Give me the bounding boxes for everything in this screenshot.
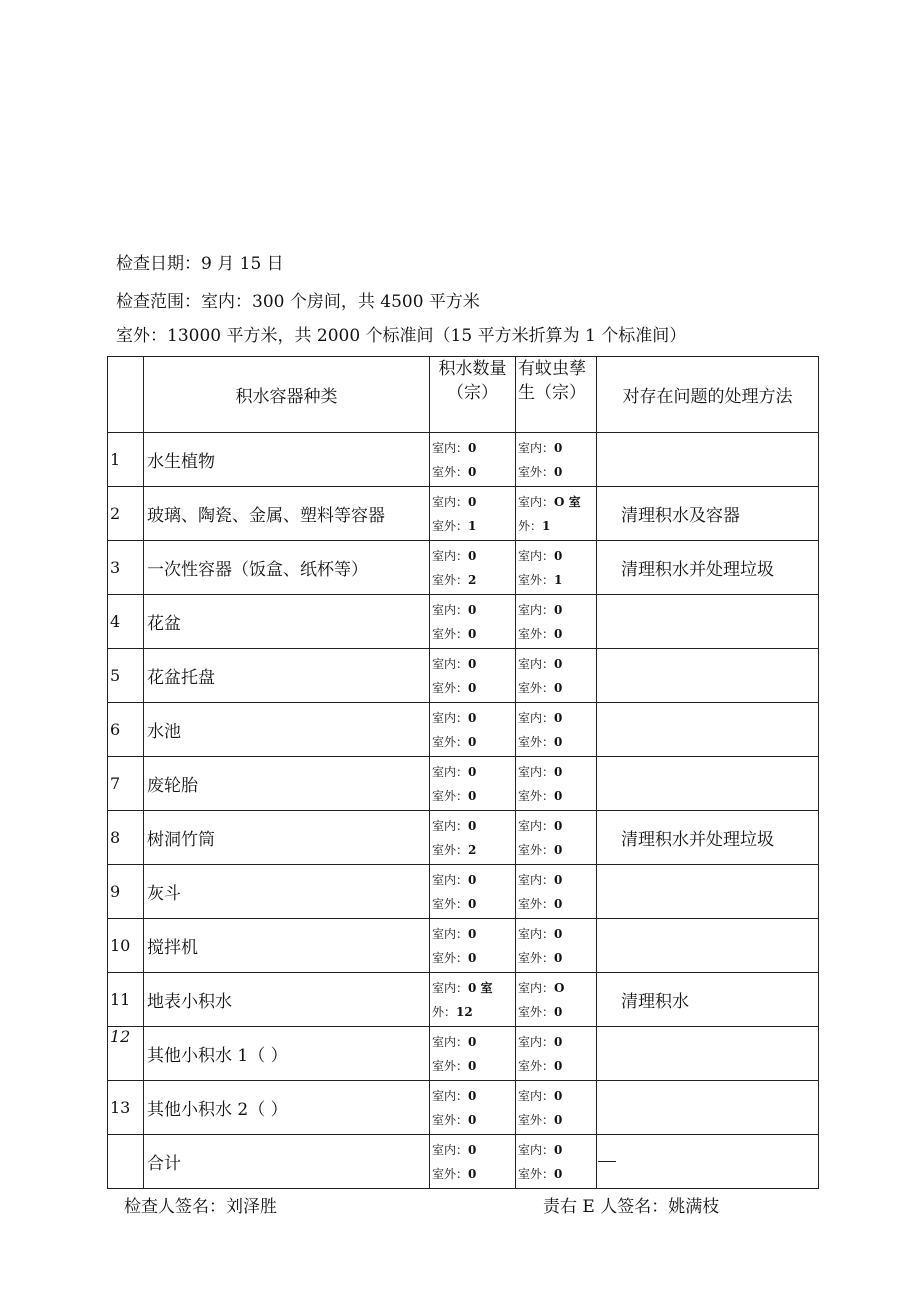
count-value: 0 xyxy=(468,1088,477,1103)
container-type: 废轮胎 xyxy=(144,757,430,811)
count-label: 室外： xyxy=(432,842,469,857)
row-number: 11 xyxy=(108,973,144,1027)
count-value: 0 xyxy=(468,602,477,617)
dash-mark xyxy=(598,1161,616,1162)
count-label: 室内： xyxy=(432,602,469,617)
larvae-count xyxy=(516,649,597,703)
count-label: 室内： xyxy=(432,764,469,779)
table-row xyxy=(108,1027,819,1081)
total-label: 合计 xyxy=(144,1135,430,1189)
larvae-count xyxy=(516,1027,597,1081)
count-value: 0 xyxy=(468,464,477,479)
count-label: 室外： xyxy=(518,842,555,857)
row-number: 8 xyxy=(108,811,144,865)
total-no xyxy=(108,1135,144,1189)
count-label: 室内： xyxy=(518,1142,555,1157)
table-row xyxy=(108,757,819,811)
count-label: 室外： xyxy=(518,1112,555,1127)
count-label: 室内： xyxy=(432,980,469,995)
water-count xyxy=(430,919,516,973)
larvae-count xyxy=(516,433,597,487)
count-value: 0 xyxy=(554,602,563,617)
count-value: 0 xyxy=(554,788,563,803)
count-value: 2 xyxy=(468,842,477,857)
row-number: 13 xyxy=(108,1081,144,1135)
count-label: 室外： xyxy=(518,680,555,695)
count-value: 0 xyxy=(554,548,563,563)
row-number: 6 xyxy=(108,703,144,757)
count-label: 室内： xyxy=(432,548,469,563)
header-method: 对存在问题的处理方法 xyxy=(597,357,819,433)
count-label: 室外： xyxy=(432,1058,469,1073)
count-label: 室内： xyxy=(432,1034,469,1049)
header-water-count-line2: （宗） xyxy=(447,383,498,403)
count-value: 0 xyxy=(554,464,563,479)
water-count xyxy=(430,757,516,811)
count-label: 室内： xyxy=(518,548,555,563)
count-value: 0 xyxy=(554,440,563,455)
count-label: 室内： xyxy=(432,818,469,833)
water-count xyxy=(430,811,516,865)
container-type: 水池 xyxy=(144,703,430,757)
count-label: 室外： xyxy=(518,572,555,587)
larvae-count xyxy=(516,487,597,541)
count-value: 0 室 xyxy=(468,980,493,995)
count-label: 室外： xyxy=(432,1112,469,1127)
total-larvae xyxy=(516,1135,597,1189)
count-value: 0 xyxy=(554,1112,563,1127)
header-container-type: 积水容器种类 xyxy=(144,357,430,433)
count-value: 0 xyxy=(554,626,563,641)
header-water-count-line1: 积水数量 xyxy=(438,359,507,379)
inspection-table xyxy=(107,356,819,1189)
container-type: 其他小积水 2（ ） xyxy=(144,1081,430,1135)
count-label: 室外： xyxy=(518,464,555,479)
count-label: 室外： xyxy=(432,518,469,533)
header-larvae-line1: 有蚊虫孳 xyxy=(518,359,586,379)
water-count xyxy=(430,433,516,487)
handling-method: 清理积水 xyxy=(597,973,819,1027)
table-row xyxy=(108,919,819,973)
count-label: 室外： xyxy=(518,1166,555,1181)
count-label: 室外： xyxy=(432,572,469,587)
handling-method xyxy=(597,1081,819,1135)
container-type: 花盆托盘 xyxy=(144,649,430,703)
larvae-count xyxy=(516,703,597,757)
count-label: 室外： xyxy=(518,896,555,911)
inspection-date: 检查日期：9 月 15 日 xyxy=(116,254,284,274)
row-number: 1 xyxy=(108,433,144,487)
water-count xyxy=(430,595,516,649)
count-label: 室内： xyxy=(518,1034,555,1049)
water-count xyxy=(430,649,516,703)
count-label: 室内： xyxy=(518,926,555,941)
inspector-signature: 检查人签名：刘泽胜 xyxy=(124,1197,277,1217)
count-value: 0 xyxy=(468,872,477,887)
header-no xyxy=(108,357,144,433)
larvae-count xyxy=(516,973,597,1027)
handling-method xyxy=(597,595,819,649)
count-label: 室外： xyxy=(432,734,469,749)
count-value: O 室 xyxy=(554,494,581,509)
handling-method: 清理积水并处理垃圾 xyxy=(597,811,819,865)
count-value: 0 xyxy=(554,734,563,749)
table-row xyxy=(108,973,819,1027)
handling-method: 清理积水并处理垃圾 xyxy=(597,541,819,595)
count-label: 室内： xyxy=(432,494,469,509)
count-label: 室外： xyxy=(432,950,469,965)
count-label: 外： xyxy=(518,518,543,533)
count-label: 室内： xyxy=(432,656,469,671)
header-larvae-line2: 生（宗） xyxy=(518,383,586,403)
container-type: 花盆 xyxy=(144,595,430,649)
count-label: 室外： xyxy=(432,788,469,803)
table-row xyxy=(108,649,819,703)
count-value: 12 xyxy=(456,1004,473,1019)
larvae-count xyxy=(516,1081,597,1135)
count-value: 0 xyxy=(468,680,477,695)
larvae-count xyxy=(516,541,597,595)
handling-method xyxy=(597,865,819,919)
count-value: 0 xyxy=(554,1088,563,1103)
count-value: 0 xyxy=(554,842,563,857)
count-value: 0 xyxy=(554,1034,563,1049)
count-value: 0 xyxy=(468,1142,477,1157)
count-value: 0 xyxy=(554,950,563,965)
header-larvae xyxy=(516,357,597,433)
count-value: 0 xyxy=(554,1166,563,1181)
count-label: 室内： xyxy=(518,710,555,725)
count-value: 0 xyxy=(468,1058,477,1073)
count-label: 室内： xyxy=(518,980,555,995)
larvae-count xyxy=(516,919,597,973)
larvae-count xyxy=(516,811,597,865)
count-label: 室外： xyxy=(518,950,555,965)
count-value: 0 xyxy=(554,764,563,779)
count-label: 室外： xyxy=(432,464,469,479)
row-number: 9 xyxy=(108,865,144,919)
row-number: 3 xyxy=(108,541,144,595)
count-label: 室内： xyxy=(432,710,469,725)
water-count xyxy=(430,865,516,919)
container-type: 一次性容器（饭盒、纸杯等） xyxy=(144,541,430,595)
count-value: 0 xyxy=(468,548,477,563)
count-value: 0 xyxy=(554,680,563,695)
total-row xyxy=(108,1135,819,1189)
count-value: 0 xyxy=(468,764,477,779)
count-value: 0 xyxy=(554,818,563,833)
table-row xyxy=(108,487,819,541)
container-type: 搅拌机 xyxy=(144,919,430,973)
count-value: 0 xyxy=(468,1112,477,1127)
inspection-scope-outdoor: 室外：13000 平方米，共 2000 个标准间（15 平方米折算为 1 个标准间） xyxy=(116,326,687,346)
count-value: 0 xyxy=(468,950,477,965)
total-method xyxy=(597,1135,819,1189)
count-value: 0 xyxy=(554,710,563,725)
water-count xyxy=(430,973,516,1027)
count-value: 0 xyxy=(554,926,563,941)
table-row xyxy=(108,1081,819,1135)
count-label: 室内： xyxy=(518,656,555,671)
count-label: 室内： xyxy=(518,818,555,833)
count-label: 室外： xyxy=(518,734,555,749)
count-label: 室外： xyxy=(518,1058,555,1073)
total-water-count xyxy=(430,1135,516,1189)
water-count xyxy=(430,703,516,757)
table-row xyxy=(108,865,819,919)
water-count xyxy=(430,487,516,541)
count-label: 室内： xyxy=(432,926,469,941)
inspection-scope-indoor: 检查范围：室内：300 个房间，共 4500 平方米 xyxy=(116,292,480,312)
table-row xyxy=(108,703,819,757)
count-label: 室外： xyxy=(432,680,469,695)
container-type: 水生植物 xyxy=(144,433,430,487)
table-header-row xyxy=(108,357,819,433)
count-value: O xyxy=(554,980,565,995)
water-count xyxy=(430,1027,516,1081)
handling-method xyxy=(597,757,819,811)
count-label: 室外： xyxy=(518,626,555,641)
handling-method xyxy=(597,649,819,703)
count-value: 0 xyxy=(468,440,477,455)
container-type: 灰斗 xyxy=(144,865,430,919)
table-row xyxy=(108,811,819,865)
container-type: 其他小积水 1（ ） xyxy=(144,1027,430,1081)
container-type: 地表小积水 xyxy=(144,973,430,1027)
count-value: 0 xyxy=(468,656,477,671)
count-label: 室内： xyxy=(432,1088,469,1103)
count-value: 1 xyxy=(468,518,477,533)
table-row xyxy=(108,433,819,487)
count-label: 室内： xyxy=(518,764,555,779)
handling-method: 清理积水及容器 xyxy=(597,487,819,541)
count-value: 0 xyxy=(468,926,477,941)
count-label: 外： xyxy=(432,1004,457,1019)
water-count xyxy=(430,541,516,595)
count-value: 1 xyxy=(554,572,563,587)
count-value: 0 xyxy=(468,1166,477,1181)
count-value: 0 xyxy=(468,896,477,911)
count-label: 室内： xyxy=(518,602,555,617)
container-type: 树洞竹筒 xyxy=(144,811,430,865)
count-label: 室内： xyxy=(432,440,469,455)
count-label: 室外： xyxy=(432,896,469,911)
count-value: 0 xyxy=(468,734,477,749)
count-value: 0 xyxy=(554,872,563,887)
count-label: 室内： xyxy=(432,1142,469,1157)
responsible-signature: 责右 E 人签名：姚满枝 xyxy=(543,1197,720,1217)
count-value: 0 xyxy=(468,710,477,725)
count-label: 室外： xyxy=(432,626,469,641)
row-number: 10 xyxy=(108,919,144,973)
count-value: 0 xyxy=(468,818,477,833)
count-value: 0 xyxy=(554,896,563,911)
larvae-count xyxy=(516,757,597,811)
count-label: 室内： xyxy=(432,872,469,887)
larvae-count xyxy=(516,595,597,649)
row-number: 5 xyxy=(108,649,144,703)
handling-method xyxy=(597,1027,819,1081)
table-row xyxy=(108,541,819,595)
count-label: 室外： xyxy=(518,788,555,803)
count-label: 室外： xyxy=(432,1166,469,1181)
count-value: 0 xyxy=(468,626,477,641)
count-value: 0 xyxy=(468,788,477,803)
handling-method xyxy=(597,703,819,757)
count-value: 0 xyxy=(468,494,477,509)
row-number: 4 xyxy=(108,595,144,649)
count-value: 0 xyxy=(468,1034,477,1049)
count-value: 0 xyxy=(554,1058,563,1073)
count-label: 室外： xyxy=(518,1004,555,1019)
count-label: 室内： xyxy=(518,494,555,509)
count-value: 0 xyxy=(554,1142,563,1157)
row-number: 2 xyxy=(108,487,144,541)
count-label: 室内： xyxy=(518,1088,555,1103)
row-number: 12 xyxy=(108,1027,144,1081)
larvae-count xyxy=(516,865,597,919)
count-label: 室内： xyxy=(518,872,555,887)
handling-method xyxy=(597,433,819,487)
count-value: 0 xyxy=(554,656,563,671)
count-value: 0 xyxy=(554,1004,563,1019)
header-water-count xyxy=(430,357,516,433)
handling-method xyxy=(597,919,819,973)
row-number: 7 xyxy=(108,757,144,811)
water-count xyxy=(430,1081,516,1135)
count-value: 1 xyxy=(542,518,551,533)
table-row xyxy=(108,595,819,649)
count-label: 室内： xyxy=(518,440,555,455)
container-type: 玻璃、陶瓷、金属、塑料等容器 xyxy=(144,487,430,541)
count-value: 2 xyxy=(468,572,477,587)
